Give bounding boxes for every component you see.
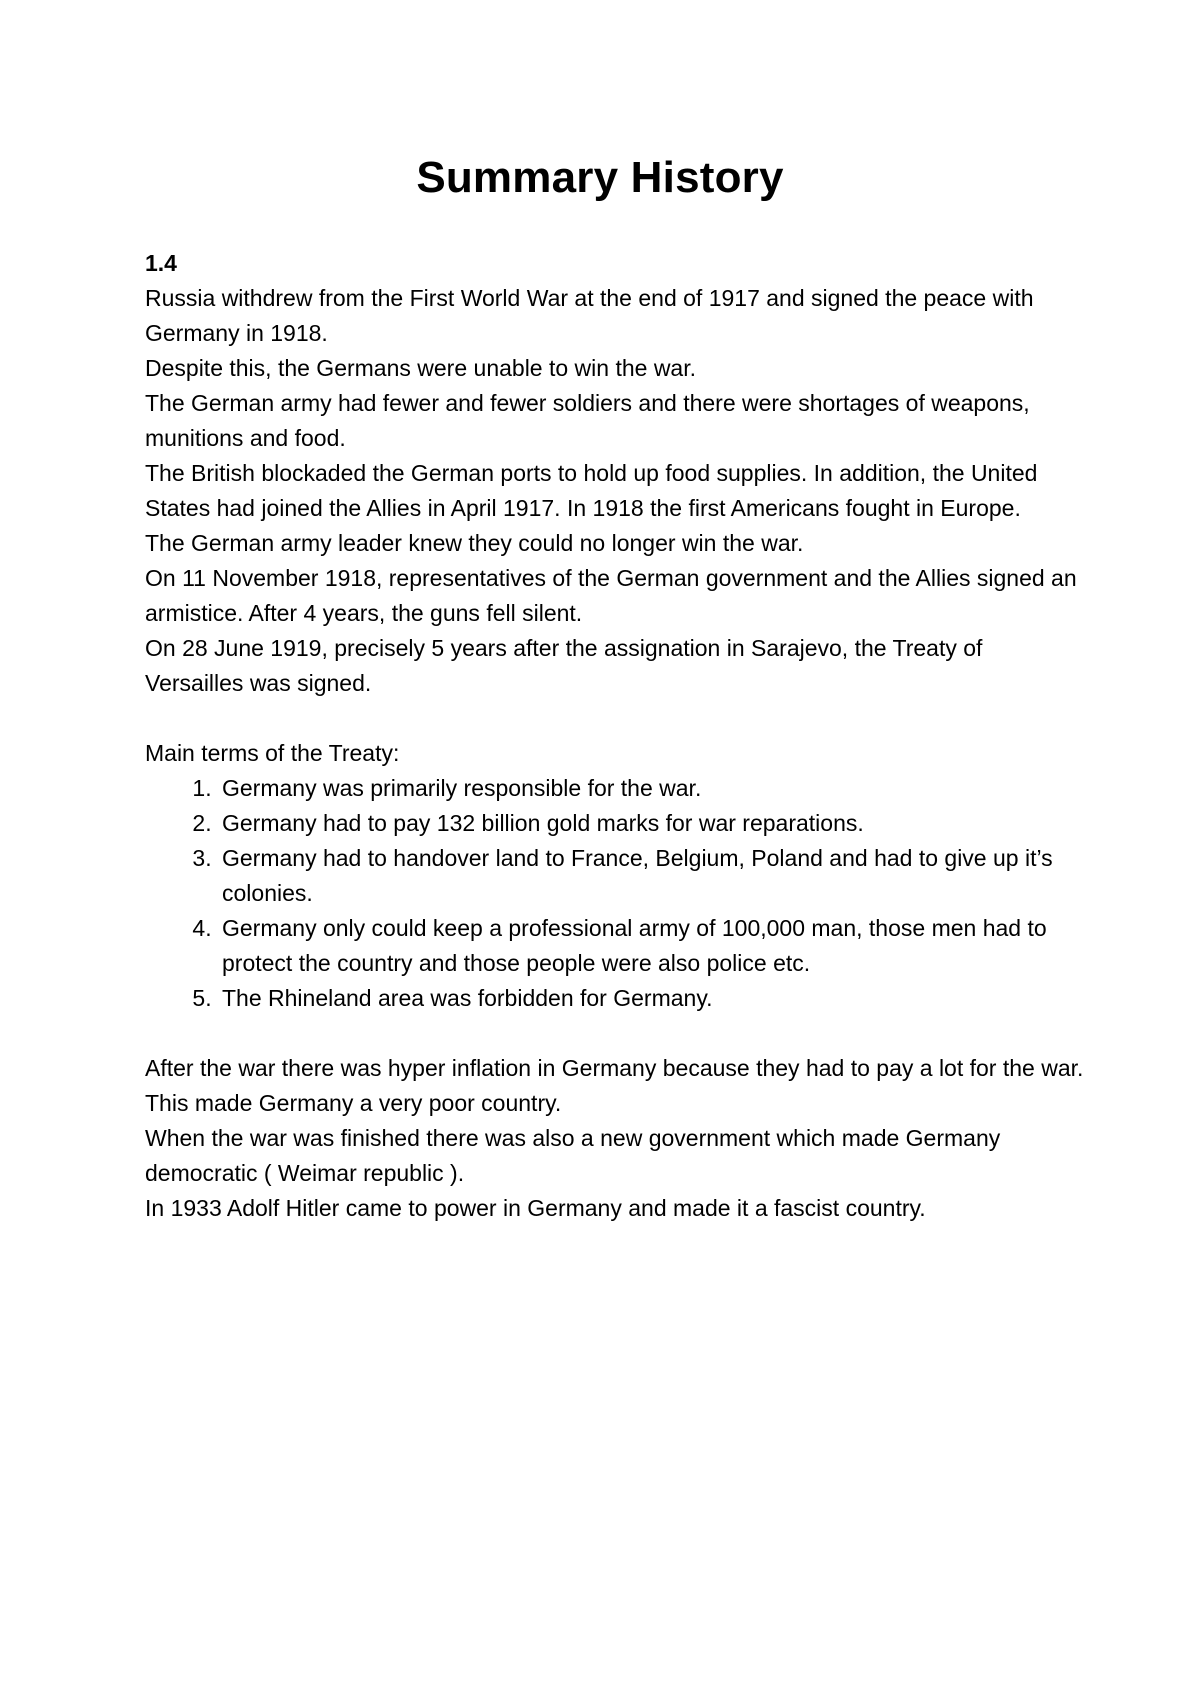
page-title: Summary History: [416, 153, 784, 202]
paragraph: After the war there was hyper inflation in Germany because they had to pay a lot for the war. This made Germany a very poor country.: [145, 1055, 1084, 1116]
list-item: 3. Germany had to handover land to France, Belgium, Poland and had to give up it’s colonies.: [218, 841, 1085, 911]
paragraph: On 28 June 1919, precisely 5 years after the assignation in Sarajevo, the Treaty of Versailles was signed.: [145, 635, 983, 696]
paragraph: The German army leader knew they could no longer win the war.: [145, 530, 804, 556]
document-body: [145, 246, 1085, 1226]
list-item: 4. Germany only could keep a professional army of 100,000 man, those men had to protect the country and those people were also police etc.: [218, 911, 1085, 981]
list-item: 2. Germany had to pay 132 billion gold marks for war reparations.: [218, 806, 1085, 841]
list-item: 1. Germany was primarily responsible for the war.: [218, 771, 1085, 806]
paragraph: The British blockaded the German ports to hold up food supplies. In addition, the United States had joined the Allies in April 1917. In 1918 the first Americans fought in Europe.: [145, 460, 1038, 521]
list-item: 5. The Rhineland area was forbidden for Germany.: [218, 981, 1085, 1016]
terms-heading: Main terms of the Treaty:: [145, 740, 400, 766]
section-number: 1.4: [145, 250, 177, 276]
spacer: [145, 701, 1085, 736]
paragraph: Russia withdrew from the First World War at the end of 1917 and signed the peace with Germany in 1918.: [145, 285, 1034, 346]
paragraph: When the war was finished there was also a new government which made Germany democratic ( Weimar republic ).: [145, 1125, 1001, 1186]
paragraph: On 11 November 1918, representatives of the German government and the Allies signed an armistice. After 4 years, the guns fell silent.: [145, 565, 1077, 626]
treaty-terms-list: [145, 771, 1085, 1016]
paragraph: In 1933 Adolf Hitler came to power in Germany and made it a fascist country.: [145, 1195, 926, 1221]
spacer: [145, 1016, 1085, 1051]
paragraph: Despite this, the Germans were unable to win the war.: [145, 355, 697, 381]
paragraph: The German army had fewer and fewer soldiers and there were shortages of weapons, munitions and food.: [145, 390, 1030, 451]
